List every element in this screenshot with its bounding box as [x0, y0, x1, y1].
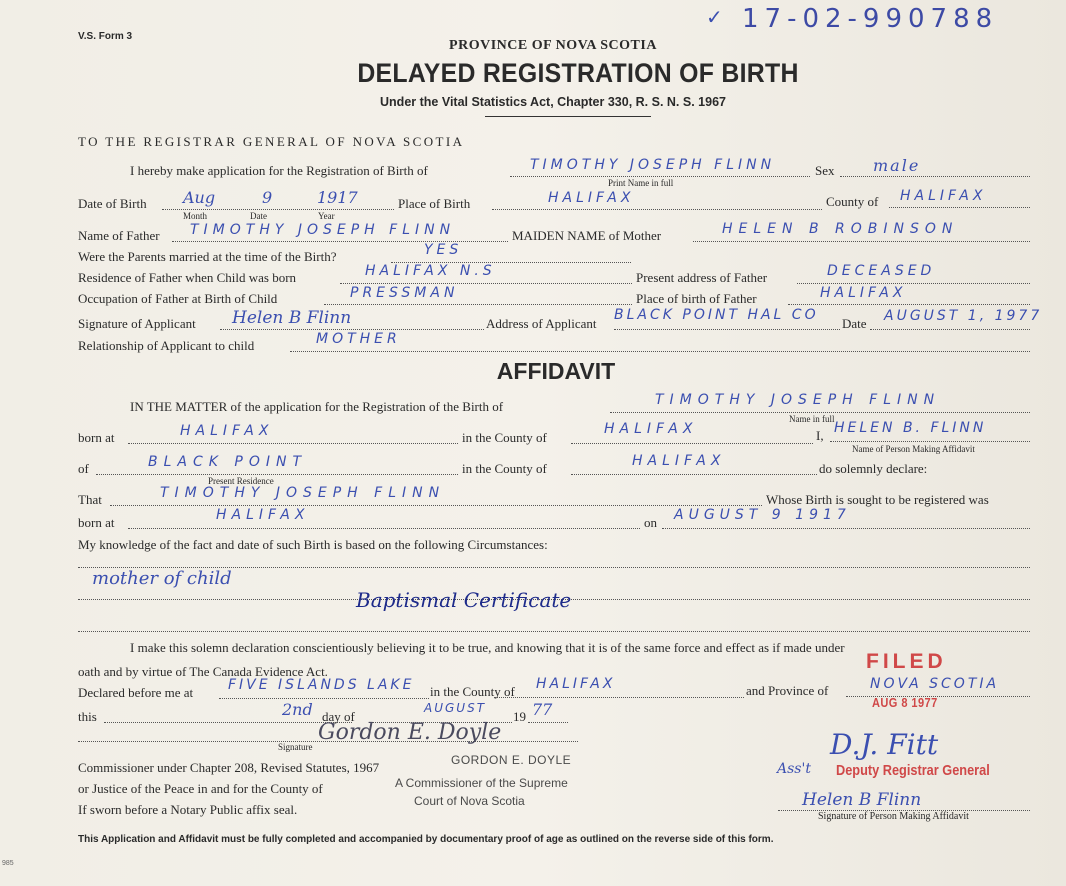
whose-birth-label: Whose Birth is sought to be registered was: [766, 492, 989, 507]
father-occupation-label: Occupation of Father at Birth of Child: [78, 291, 278, 306]
date-line: [870, 329, 1030, 330]
dob-label: Date of Birth: [78, 196, 147, 211]
form-number: V.S. Form 3: [78, 31, 133, 42]
that-line: [110, 505, 762, 506]
applicant-signature-line: [220, 329, 484, 330]
father-birthplace-label: Place of birth of Father: [636, 291, 757, 306]
affidavit-child-name: TIMOTHY JOSEPH FLINN: [655, 392, 941, 408]
dob-hint-year: Year: [318, 211, 335, 221]
province-heading: PROVINCE OF NOVA SCOTIA: [449, 38, 657, 53]
day-of-label: day of: [322, 709, 355, 724]
i-label: I,: [816, 428, 824, 443]
declared-at-value: FIVE ISLANDS LAKE: [228, 677, 415, 693]
child-name-value: TIMOTHY JOSEPH FLINN: [530, 157, 776, 173]
county3-line: [494, 697, 744, 698]
affidavit-heading: AFFIDAVIT: [496, 358, 616, 384]
father-name-value: TIMOTHY JOSEPH FLINN: [190, 222, 456, 238]
this-label: this: [78, 709, 97, 724]
residence-value: BLACK POINT: [148, 454, 308, 470]
father-birthplace-line: [788, 304, 1030, 305]
year-suffix: 77: [532, 700, 553, 719]
dob-hint-date: Date: [250, 211, 267, 221]
born-at-label: born at: [78, 430, 115, 445]
on-label: on: [644, 515, 657, 530]
day-line: [104, 722, 352, 723]
child-name-line: [510, 176, 810, 177]
applicant-signature-label: Signature of Applicant: [78, 316, 196, 331]
declaration-text-2: oath and by virtue of The Canada Evidence Act.: [78, 664, 328, 679]
sex-value: male: [873, 156, 921, 175]
dob-line: [162, 209, 394, 210]
born-at-line: [128, 443, 458, 444]
place-of-birth-label: Place of Birth: [398, 196, 471, 211]
circumstances-line-3: [78, 631, 1030, 632]
print-name-hint: Print Name in full: [608, 178, 674, 188]
affidavit-county-line: [571, 443, 813, 444]
commissioner-line-2: or Justice of the Peace in and for the County of: [78, 781, 323, 796]
county-label: County of: [826, 194, 879, 209]
addressee: TO THE REGISTRAR GENERAL OF NOVA SCOTIA: [78, 134, 465, 149]
residence-line: [96, 474, 458, 475]
relationship-line: [290, 351, 1030, 352]
applicant-signature: Helen B Flinn: [232, 308, 352, 328]
mother-label: MAIDEN NAME of Mother: [512, 228, 662, 243]
dob-month: Aug: [183, 188, 216, 207]
stamp-line-2: A Commissioner of the Supreme: [395, 776, 568, 790]
birth-date-value: AUGUST 9 1917: [674, 507, 851, 523]
mother-line: [693, 241, 1030, 242]
matter-line: [610, 412, 1030, 413]
affidavit-county2-value: HALIFAX: [632, 453, 726, 469]
relationship-value: MOTHER: [316, 331, 401, 347]
sex-line: [840, 176, 1030, 177]
father-present-address-line: [797, 283, 1030, 284]
father-occupation-value: PRESSMAN: [350, 285, 459, 301]
name-in-full-hint: Name in full: [789, 414, 835, 424]
circumstance-2: Baptismal Certificate: [356, 588, 572, 612]
that-child-name: TIMOTHY JOSEPH FLINN: [160, 485, 446, 501]
check-mark-icon: ✓: [706, 5, 723, 29]
knowledge-label: My knowledge of the fact and date of such Birth is based on the following Circumstances:: [78, 537, 548, 552]
declared-at-line: [219, 698, 429, 699]
father-residence-value: HALIFAX N.S: [365, 263, 496, 279]
month-value: AUGUST: [424, 701, 487, 715]
county-line: [889, 207, 1030, 208]
county3-value: HALIFAX: [536, 676, 616, 692]
year-line: [528, 722, 568, 723]
county3-label: in the County of: [430, 684, 515, 699]
affidavit-county-value: HALIFAX: [604, 421, 698, 437]
stamp-line-3: Court of Nova Scotia: [414, 794, 525, 808]
applicant-address-value: BLACK POINT HAL CO: [614, 307, 819, 323]
filed-date: AUG 8 1977: [872, 695, 938, 710]
declared-label: Declared before me at: [78, 685, 194, 700]
born-at-value: HALIFAX: [180, 423, 274, 439]
father-birthplace-value: HALIFAX: [820, 285, 907, 301]
deponent-name-value: HELEN B. FLINN: [834, 420, 987, 436]
deputy-initials: Ass't: [777, 761, 811, 777]
sex-label: Sex: [815, 163, 835, 178]
father-present-address-label: Present address of Father: [636, 270, 768, 285]
birth-date-line: [662, 528, 1030, 529]
applicant-address-label: Address of Applicant: [486, 316, 597, 331]
stamp-name: GORDON E. DOYLE: [451, 753, 572, 767]
affidavit-county2-label: in the County of: [462, 461, 547, 476]
circumstance-1: mother of child: [92, 568, 232, 589]
deputy-signature: D.J. Fitt: [830, 728, 939, 761]
dob-day: 9: [262, 188, 273, 207]
mother-name-value: HELEN B ROBINSON: [722, 221, 959, 237]
father-residence-line: [340, 283, 632, 284]
page-subtitle: Under the Vital Statistics Act, Chapter 330, R. S. N. S. 1967: [380, 95, 726, 109]
deponent-signature: Helen B Flinn: [802, 790, 922, 810]
year-prefix: 19: [513, 709, 526, 724]
deputy-registrar-label: Deputy Registrar General: [836, 762, 990, 779]
county-value: HALIFAX: [900, 188, 987, 204]
day-value: 2nd: [282, 700, 313, 719]
footer-note: This Application and Affidavit must be fully completed and accompanied by documentary proof of age as outlined on the reverse side of this form.: [78, 834, 774, 845]
place-of-birth-line: [492, 209, 822, 210]
father-residence-label: Residence of Father when Child was born: [78, 270, 297, 285]
relationship-label: Relationship of Applicant to child: [78, 338, 255, 353]
declaration-text-1: I make this solemn declaration conscientiously believing it to be true, and knowing that it is of the same force and effect as if made under: [130, 640, 845, 655]
born-at2-value: HALIFAX: [216, 507, 310, 523]
that-label: That: [78, 492, 102, 507]
print-code: 985: [2, 860, 14, 867]
father-occupation-line: [324, 304, 632, 305]
place-of-birth-value: HALIFAX: [548, 190, 635, 206]
signature-hint: Signature: [278, 742, 313, 752]
residence-hint: Present Residence: [208, 476, 274, 486]
dob-hint-month: Month: [183, 211, 208, 221]
applicant-address-line: [614, 329, 840, 330]
province-value: NOVA SCOTIA: [870, 676, 1000, 692]
father-label: Name of Father: [78, 228, 160, 243]
title-rule: [485, 116, 651, 117]
born-at2-label: born at: [78, 515, 115, 530]
deponent-hint: Name of Person Making Affidavit: [852, 444, 975, 454]
married-value: YES: [424, 242, 463, 258]
commissioner-line-3: If sworn before a Notary Public affix seal.: [78, 802, 298, 817]
province-label: and Province of: [746, 683, 829, 698]
declare-label: do solemnly declare:: [819, 461, 928, 476]
deponent-signature-hint: Signature of Person Making Affidavit: [818, 811, 969, 822]
father-present-address-value: DECEASED: [827, 263, 936, 279]
affidavit-county2-line: [571, 474, 817, 475]
dob-year: 1917: [317, 188, 358, 207]
matter-label: IN THE MATTER of the application for the Registration of the Birth of: [130, 399, 504, 414]
date-label: Date: [842, 316, 867, 331]
born-at2-line: [128, 528, 640, 529]
commissioner-signature: Gordon E. Doyle: [318, 720, 502, 745]
intro-label: I hereby make application for the Registration of Birth of: [130, 163, 428, 178]
file-number: 17-02-990788: [742, 4, 999, 34]
application-date-value: AUGUST 1, 1977: [884, 308, 1043, 324]
filed-stamp: FILED: [866, 650, 947, 673]
of-label: of: [78, 461, 89, 476]
married-label: Were the Parents married at the time of the Birth?: [78, 249, 337, 264]
page-title: DELAYED REGISTRATION OF BIRTH: [357, 58, 799, 88]
commissioner-line-1: Commissioner under Chapter 208, Revised Statutes, 1967: [78, 760, 380, 775]
affidavit-county-label: in the County of: [462, 430, 547, 445]
deponent-line: [830, 441, 1030, 442]
